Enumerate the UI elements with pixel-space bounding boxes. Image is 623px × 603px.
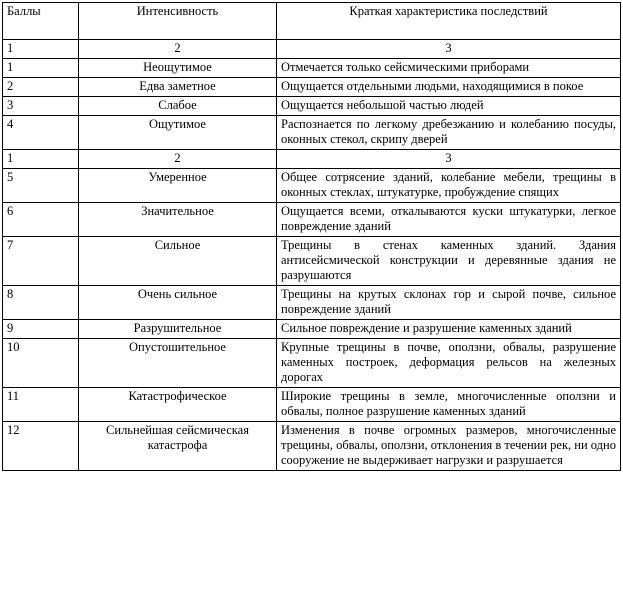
score-cell: 4 (3, 116, 79, 150)
description-cell: Общее сотрясение зданий, колебание мебели, трещины в оконных стеклах, штукатурке, пробуждение спящих (277, 169, 621, 203)
table-row (3, 97, 621, 116)
table-row (3, 78, 621, 97)
intensity-cell: Разрушительное (79, 320, 277, 339)
column-number-2: 2 (79, 40, 277, 59)
table-row (3, 422, 621, 471)
intensity-cell: Неощутимое (79, 59, 277, 78)
score-cell: 5 (3, 169, 79, 203)
intensity-cell: Значительное (79, 203, 277, 237)
score-cell: 1 (3, 59, 79, 78)
score-cell: 9 (3, 320, 79, 339)
column-number-row (3, 40, 621, 59)
score-cell: 6 (3, 203, 79, 237)
description-cell: Трещины в стенах каменных зданий. Здания антисейсмической конструкции и деревянные здания не разрушаются (277, 237, 621, 286)
column-number-3: 3 (277, 150, 621, 169)
column-number-1: 1 (3, 40, 79, 59)
table-row (3, 116, 621, 150)
description-cell: Ощущается небольшой частью людей (277, 97, 621, 116)
table-row (3, 286, 621, 320)
description-cell: Изменения в почве огромных размеров, многочисленные трещины, обвалы, оползни, отклонения в течении рек, ни одно сооружение не выдерживает нагрузки и разрушается (277, 422, 621, 471)
score-cell: 8 (3, 286, 79, 320)
description-cell: Отмечается только сейсмическими приборами (277, 59, 621, 78)
description-cell: Сильное повреждение и разрушение каменных зданий (277, 320, 621, 339)
intensity-cell: Ощутимое (79, 116, 277, 150)
score-cell: 3 (3, 97, 79, 116)
score-cell: 7 (3, 237, 79, 286)
table-row (3, 388, 621, 422)
description-cell: Трещины на крутых склонах гор и сырой почве, сильное повреждение зданий (277, 286, 621, 320)
intensity-cell: Сильнейшая сейсмическая катастрофа (79, 422, 277, 471)
intensity-cell: Слабое (79, 97, 277, 116)
column-number-1: 1 (3, 150, 79, 169)
description-cell: Распознается по легкому дребезжанию и колебанию посуды, оконных стекол, скрипу дверей (277, 116, 621, 150)
table-row (3, 203, 621, 237)
table-row (3, 237, 621, 286)
score-cell: 12 (3, 422, 79, 471)
description-cell: Ощущается отдельными людьми, находящимися в покое (277, 78, 621, 97)
score-cell: 10 (3, 339, 79, 388)
intensity-cell: Едва заметное (79, 78, 277, 97)
table-row (3, 169, 621, 203)
description-cell: Широкие трещины в земле, многочисленные оползни и обвалы, полное разрушение каменных зданий (277, 388, 621, 422)
table-row (3, 59, 621, 78)
description-cell: Ощущается всеми, откалываются куски штукатурки, легкое повреждение зданий (277, 203, 621, 237)
header-score: Баллы (3, 3, 79, 40)
seismic-scale-table (2, 2, 621, 471)
column-number-3: 3 (277, 40, 621, 59)
score-cell: 11 (3, 388, 79, 422)
column-number-2: 2 (79, 150, 277, 169)
intensity-cell: Опустошительное (79, 339, 277, 388)
header-row (3, 3, 621, 40)
description-cell: Крупные трещины в почве, оползни, обвалы, разрушение каменных построек, деформация рельсов на железных дорогах (277, 339, 621, 388)
score-cell: 2 (3, 78, 79, 97)
header-intensity: Интенсивность (79, 3, 277, 40)
table-row (3, 320, 621, 339)
intensity-cell: Очень сильное (79, 286, 277, 320)
table-row (3, 339, 621, 388)
header-description: Краткая характеристика последствий (277, 3, 621, 40)
intensity-cell: Умеренное (79, 169, 277, 203)
intensity-cell: Сильное (79, 237, 277, 286)
column-number-row (3, 150, 621, 169)
intensity-cell: Катастрофическое (79, 388, 277, 422)
